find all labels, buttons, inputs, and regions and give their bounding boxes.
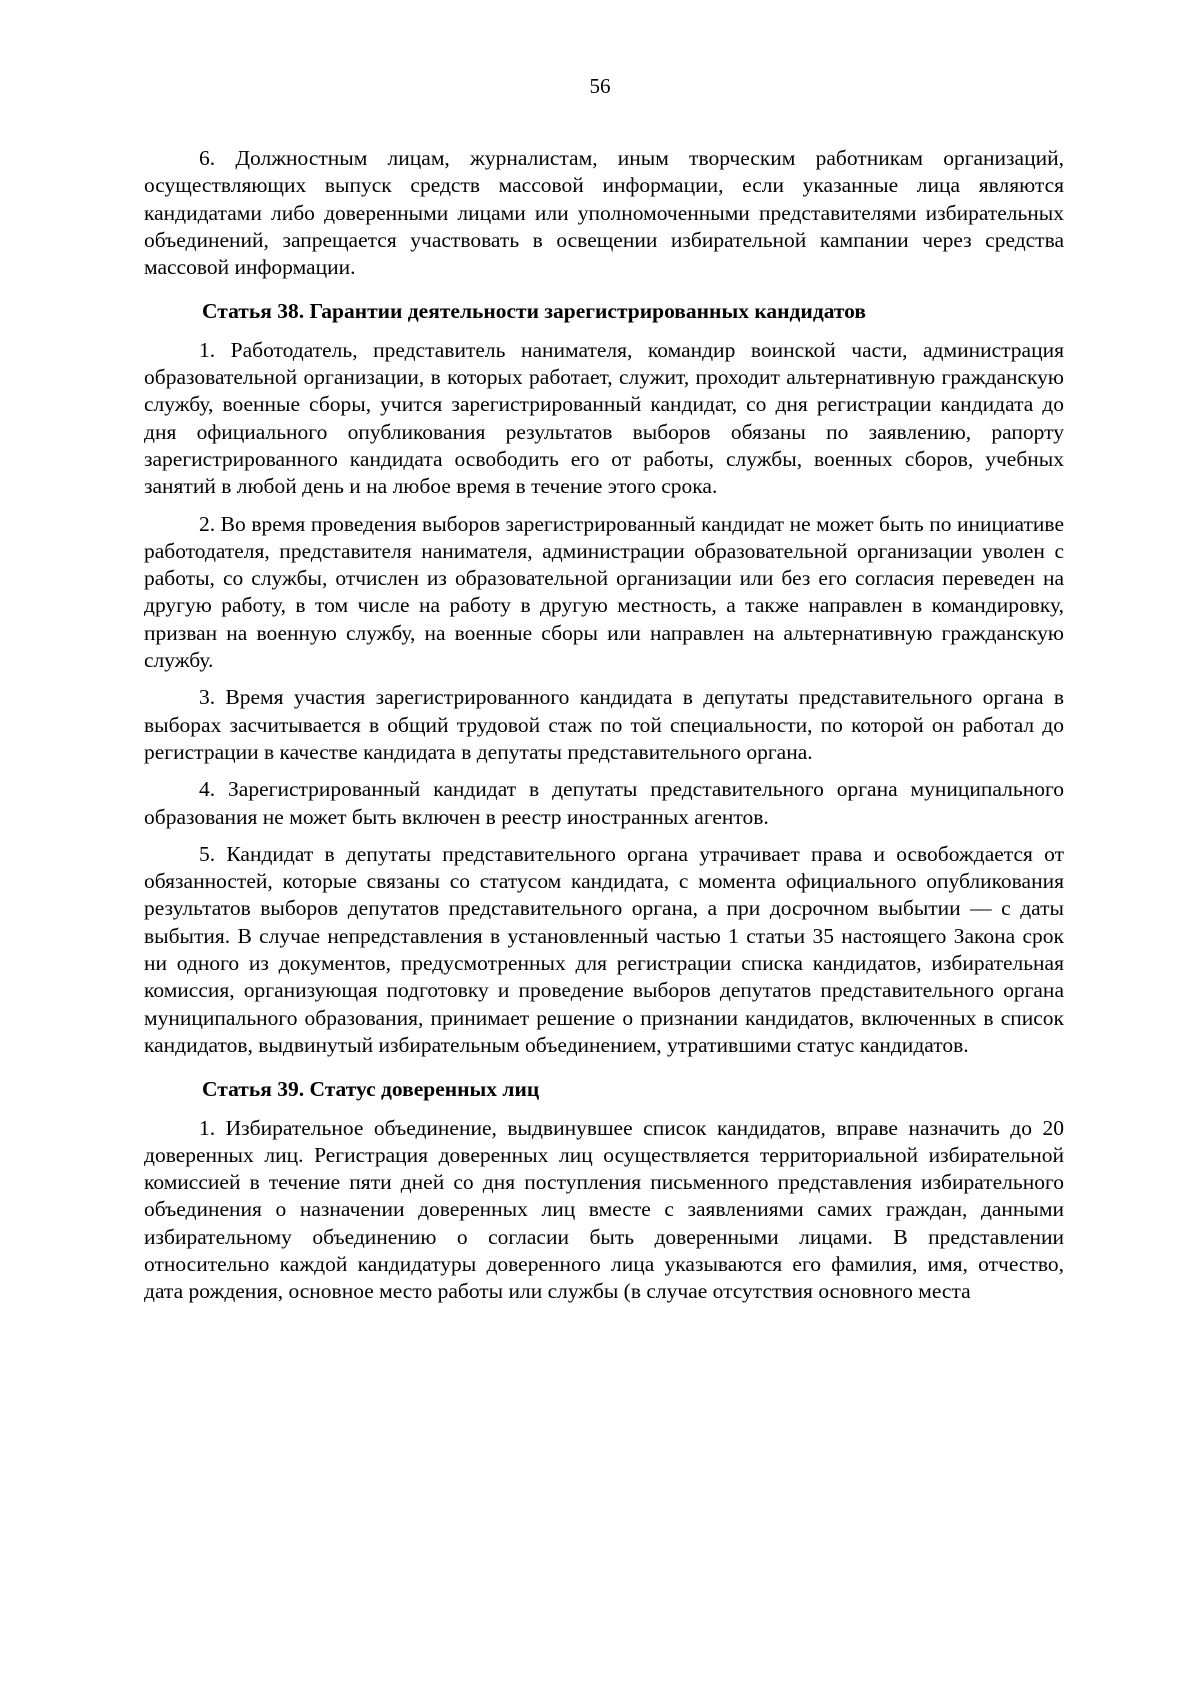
paragraph-article38-part1: 1. Работодатель, представитель нанимателя, командир воинской части, администрация образовательной организации, в которых работает, служит, проходит альтернативную гражданскую службу, военные сборы, учится зарегистрированный кандидат, со дня регистрации кандидата до дня официального опубликования результатов выборов обязаны по заявлению, рапорту зарегистрированного кандидата освободить его от работы, службы, военных сборов, учебных занятий в любой день и на любое время в течение этого срока. [144, 337, 1064, 499]
paragraph-article38-part3: 3. Время участия зарегистрированного кандидата в депутаты представительного органа в выборах засчитывается в общий трудовой стаж по той специальности, по которой он работал до регистрации в качестве кандидата в депутаты представительного органа. [144, 685, 1064, 764]
paragraph-article37-part6: 6. Должностным лицам, журналистам, иным творческим работникам организаций, осуществляющих выпуск средств массовой информации, если указанные лица являются кандидатами либо доверенными лицами или уполномоченными представителями избирательных объединений, запрещается участвовать в освещении избирательной кампании через средства массовой информации. [144, 146, 1064, 280]
page-number: 56 [589, 74, 611, 98]
document-body [144, 145, 1064, 1306]
paragraph-article38-part2: 2. Во время проведения выборов зарегистрированный кандидат не может быть по инициативе работодателя, представителя нанимателя, администрации образовательной организации уволен с работы, со службы, отчислен из образовательной организации или без его согласия переведен на другую работу, в том числе на работу в другую местность, а также направлен в командировку, призван на военную службу, на военные сборы или направлен на альтернативную гражданскую службу. [144, 511, 1064, 673]
article-39-heading: Статья 39. Статус доверенных лиц [202, 1077, 540, 1102]
paragraph-article38-part4: 4. Зарегистрированный кандидат в депутаты представительного органа муниципального образования не может быть включен в реестр иностранных агентов. [144, 777, 1064, 829]
paragraph-article38-part5: 5. Кандидат в депутаты представительного органа утрачивает права и освобождается от обязанностей, которые связаны со статусом кандидата, с момента официального опубликования результатов выборов депутатов представительного органа, а при досрочном выбытии — с даты выбытия. В случае непредставления в установленный частью 1 статьи 35 настоящего Закона срок ни одного из документов, предусмотренных для регистрации списка кандидатов, избирательная комиссия, организующая подготовку и проведение выборов депутатов представительного органа муниципального образования, принимает решение о признании кандидатов, включенных в список кандидатов, выдвинутый избирательным объединением, утратившими статус кандидатов. [144, 841, 1064, 1057]
paragraph-article39-part1: 1. Избирательное объединение, выдвинувшее список кандидатов, вправе назначить до 20 доверенных лиц. Регистрация доверенных лиц осуществляется территориальной избирательной комиссией в течение пяти дней со дня поступления письменного представления избирательного объединения о назначении доверенных лиц вместе с заявлениями самих граждан, данными избирательному объединению о согласии быть доверенными лицами. В представлении относительно каждой кандидатуры доверенного лица указываются его фамилия, имя, отчество, дата рождения, основное место работы или службы (в случае отсутствия основного места [144, 1115, 1064, 1304]
article-38-heading: Статья 38. Гарантии деятельности зарегистрированных кандидатов [202, 299, 866, 324]
